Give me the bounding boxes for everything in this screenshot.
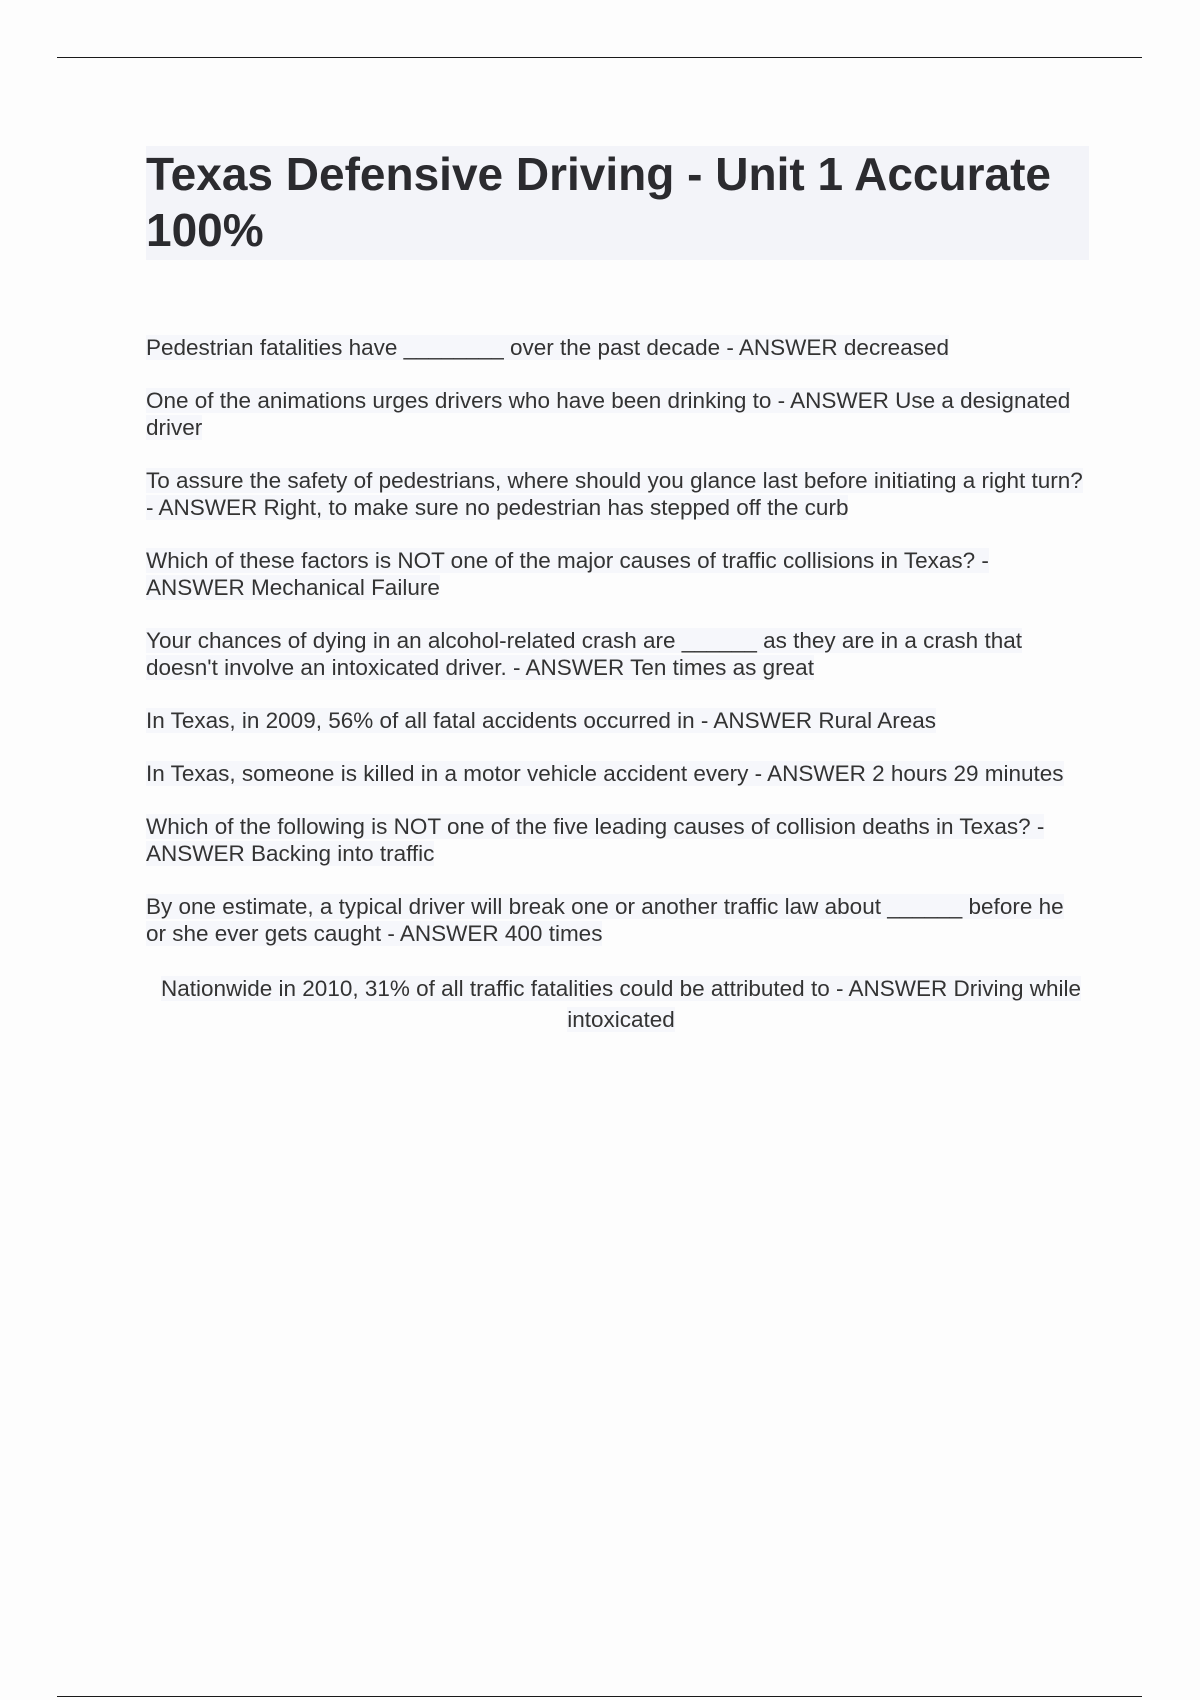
qa-text: Which of the following is NOT one of the five leading causes of collision deaths in Texas? - ANSWER Backing into traffic <box>146 814 1045 866</box>
qa-item <box>146 334 1089 361</box>
qa-item <box>146 627 1089 681</box>
qa-text: To assure the safety of pedestrians, where should you glance last before initiating a right turn? - ANSWER Right, to make sure no pedestrian has stepped off the curb <box>146 468 1083 520</box>
qa-text: In Texas, someone is killed in a motor vehicle accident every - ANSWER 2 hours 29 minutes <box>146 761 1064 786</box>
qa-text: One of the animations urges drivers who have been drinking to - ANSWER Use a designated driver <box>146 388 1071 440</box>
qa-text: Your chances of dying in an alcohol-related crash are ______ as they are in a crash that doesn't involve an intoxicated driver. - ANSWER Ten times as great <box>146 628 1022 680</box>
title-block <box>146 146 1089 260</box>
document-title: Texas Defensive Driving - Unit 1 Accurate 100% <box>146 148 1051 256</box>
qa-item <box>146 707 1089 734</box>
qa-text: Pedestrian fatalities have ________ over the past decade - ANSWER decreased <box>146 335 949 360</box>
qa-list <box>146 334 1089 1035</box>
qa-item <box>146 893 1089 947</box>
document-body <box>146 146 1089 1061</box>
qa-item <box>146 973 1096 1035</box>
qa-item <box>146 467 1089 521</box>
qa-item <box>146 387 1089 441</box>
qa-item <box>146 760 1089 787</box>
qa-text: Which of these factors is NOT one of the major causes of traffic collisions in Texas? - ANSWER Mechanical Failure <box>146 548 989 600</box>
qa-text: Nationwide in 2010, 31% of all traffic fatalities could be attributed to - ANSWER Driving while intoxicated <box>160 976 1082 1032</box>
qa-text: In Texas, in 2009, 56% of all fatal accidents occurred in - ANSWER Rural Areas <box>146 708 936 733</box>
qa-item <box>146 547 1089 601</box>
qa-text: By one estimate, a typical driver will break one or another traffic law about ______ before he or she ever gets caught - ANSWER 400 times <box>146 894 1064 946</box>
qa-item <box>146 813 1089 867</box>
footer-rule <box>57 1696 1142 1697</box>
header-rule <box>57 57 1142 58</box>
